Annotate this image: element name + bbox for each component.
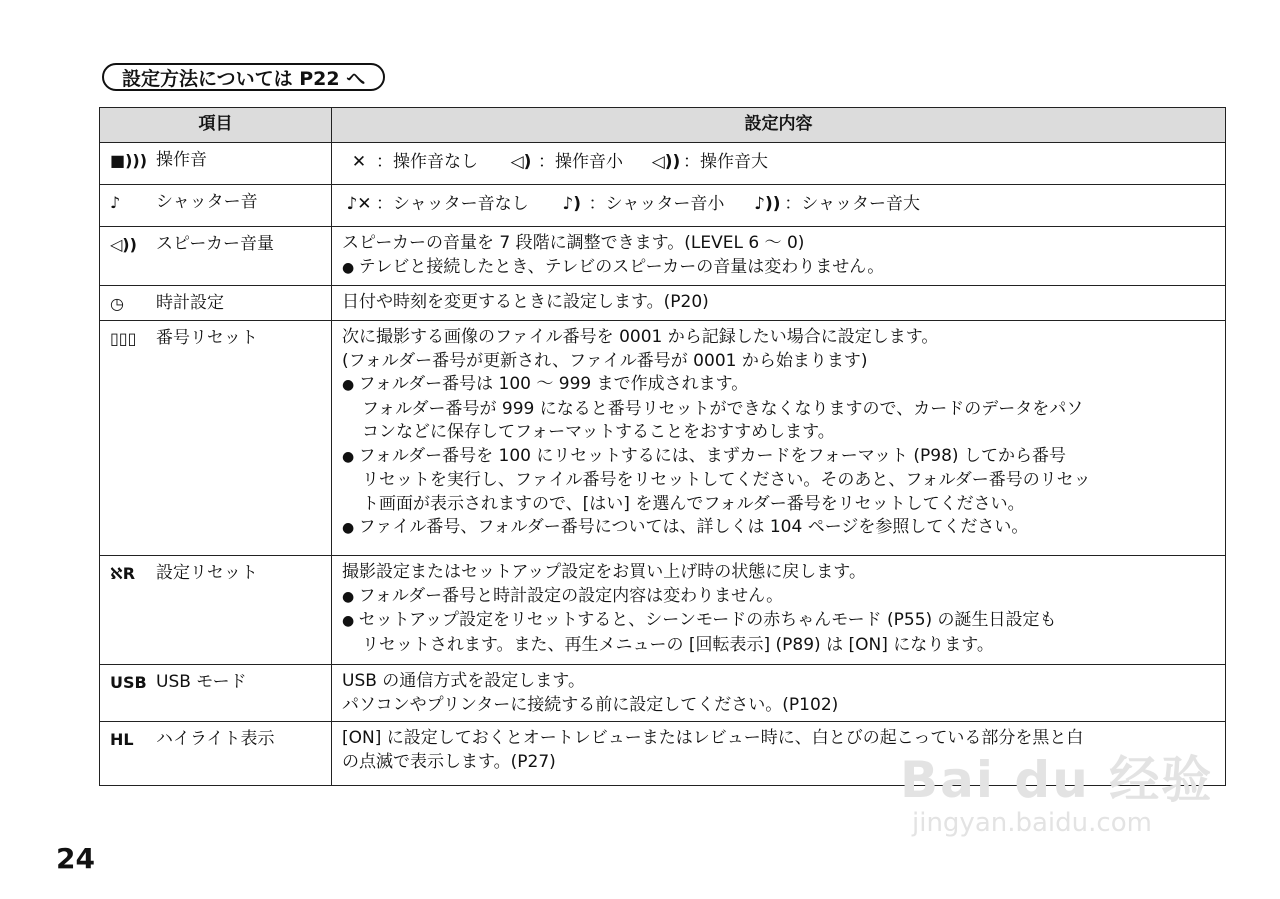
option-label: ：操作音小 <box>538 152 623 172</box>
table-row <box>100 321 1226 556</box>
content-line: の点滅で表示します。(P27) <box>342 751 556 772</box>
table-row <box>100 143 1226 185</box>
bullet-continuation: フォルダー番号が 999 になると番号リセットができなくなりますので、カードのデータをパソ <box>362 398 1084 419</box>
item-label: 操作音 <box>156 150 207 170</box>
item-cell <box>100 143 332 185</box>
content-cell <box>332 227 1226 286</box>
item-label-group <box>110 671 325 695</box>
content-cell <box>332 665 1226 722</box>
content-line: USB の通信方式を設定します。 <box>342 671 585 691</box>
item-label-group <box>110 292 325 316</box>
highlight-icon: HL <box>110 730 134 749</box>
item-cell <box>100 185 332 227</box>
content-line: 日付や時刻を変更するときに設定します。(P20) <box>342 292 709 312</box>
option-label: ：シャッター音小 <box>588 194 725 214</box>
table-header-row <box>100 108 1226 143</box>
content-cell <box>332 321 1226 556</box>
content-cell <box>332 286 1226 321</box>
item-label: ハイライト表示 <box>156 729 275 749</box>
shutter-high-icon: ♪)) <box>754 194 781 214</box>
bullet-continuation: リセットされます。また、再生メニューの [回転表示] (P89) は [ON] になります。 <box>362 634 994 655</box>
speaker-volume-icon: ◁)) <box>110 235 137 254</box>
table-row <box>100 185 1226 227</box>
content-cell <box>332 143 1226 185</box>
bullet-line: ● セットアップ設定をリセットすると、シーンモードの赤ちゃんモード (P55) の誕生日設定も <box>342 609 1217 634</box>
item-label-group <box>110 562 325 586</box>
table-row <box>100 556 1226 665</box>
bullet-continuation: ト画面が表示されますので、[はい] を選んでフォルダー番号をリセットしてください。 <box>362 493 1025 514</box>
table-row <box>100 227 1226 286</box>
shutter-low-icon: ♪) <box>562 194 581 214</box>
item-label-group <box>110 327 325 351</box>
shutter-sound-icon: ♪ <box>110 193 121 212</box>
option-label: ：シャッター音大 <box>784 194 921 214</box>
content-cell <box>332 185 1226 227</box>
bullet-continuation: コンなどに保存してフォーマットすることをおすすめします。 <box>362 422 835 442</box>
item-cell <box>100 227 332 286</box>
item-label: 設定リセット <box>156 563 258 583</box>
bullet-line: ● テレビと接続したとき、テレビのスピーカーの音量は変わりません。 <box>342 256 1217 281</box>
table-row <box>100 286 1226 321</box>
shutter-mute-icon: ♪✕ <box>346 194 372 214</box>
item-label-group <box>110 191 325 215</box>
bullet-line: ● ファイル番号、フォルダー番号については、詳しくは 104 ページを参照してください。 <box>342 516 1217 541</box>
bullet-line: ● フォルダー番号を 100 にリセットするには、まずカードをフォーマット (P98) してから番号 <box>342 445 1217 470</box>
content-line: スピーカーの音量を 7 段階に調整できます。(LEVEL 6 〜 0) <box>342 233 805 253</box>
bullet-continuation: リセットを実行し、ファイル番号をリセットしてください。そのあと、フォルダー番号のリセッ <box>362 470 1091 490</box>
item-label-group <box>110 728 325 752</box>
item-label: スピーカー音量 <box>156 234 274 254</box>
speaker-low-icon: ◁) <box>510 152 532 172</box>
watermark-brand: Bai du 经验 <box>900 751 1214 809</box>
item-label-group <box>110 149 325 173</box>
item-label-group <box>110 233 325 257</box>
option-label: ：操作音大 <box>683 152 768 172</box>
option-item <box>504 151 623 175</box>
table-row <box>100 665 1226 722</box>
option-list <box>342 193 1217 217</box>
item-label: 番号リセット <box>156 328 258 348</box>
item-cell <box>100 321 332 556</box>
speaker-beep-icon: ■))) <box>110 151 148 170</box>
option-label: ：操作音なし <box>376 152 478 172</box>
option-item <box>342 193 529 217</box>
option-item <box>342 151 478 175</box>
file-number-reset-icon: ▯▯▯ <box>110 329 137 348</box>
option-label: ：シャッター音なし <box>376 194 529 214</box>
option-list <box>342 151 1217 175</box>
item-label: USB モード <box>156 672 247 692</box>
content-cell <box>332 556 1226 665</box>
content-line: (フォルダー番号が更新され、ファイル番号が 0001 から始まります) <box>342 350 868 371</box>
item-cell <box>100 722 332 786</box>
content-line: [ON] に設定しておくとオートレビューまたはレビュー時に、白とびの起こっている部分を黒と白 <box>342 728 1084 748</box>
usb-icon: USB <box>110 673 147 692</box>
option-item <box>555 193 725 217</box>
settings-reset-icon: ℵR <box>110 564 136 583</box>
content-line: 撮影設定またはセットアップ設定をお買い上げ時の状態に戻します。 <box>342 562 866 582</box>
item-label: シャッター音 <box>156 192 258 212</box>
settings-table <box>99 107 1226 786</box>
header-content: 設定内容 <box>332 108 1226 143</box>
item-label: 時計設定 <box>156 293 224 313</box>
item-cell <box>100 556 332 665</box>
option-item <box>750 193 920 217</box>
clock-icon: ◷ <box>110 294 124 313</box>
watermark-url: jingyan.baidu.com <box>912 808 1152 838</box>
page-number: 24 <box>56 842 95 875</box>
content-line: 次に撮影する画像のファイル番号を 0001 から記録したい場合に設定します。 <box>342 327 939 347</box>
bullet-line: ● フォルダー番号は 100 〜 999 まで作成されます。 <box>342 373 1217 398</box>
item-cell <box>100 286 332 321</box>
item-cell <box>100 665 332 722</box>
header-item: 項目 <box>100 108 332 143</box>
mute-icon: ✕ <box>351 152 367 172</box>
bullet-line: ● フォルダー番号と時計設定の設定内容は変わりません。 <box>342 585 1217 610</box>
option-item <box>649 151 768 175</box>
speaker-high-icon: ◁)) <box>651 152 681 172</box>
reference-pill: 設定方法については P22 へ <box>102 63 385 91</box>
content-line: パソコンやプリンターに接続する前に設定してください。(P102) <box>342 694 839 715</box>
